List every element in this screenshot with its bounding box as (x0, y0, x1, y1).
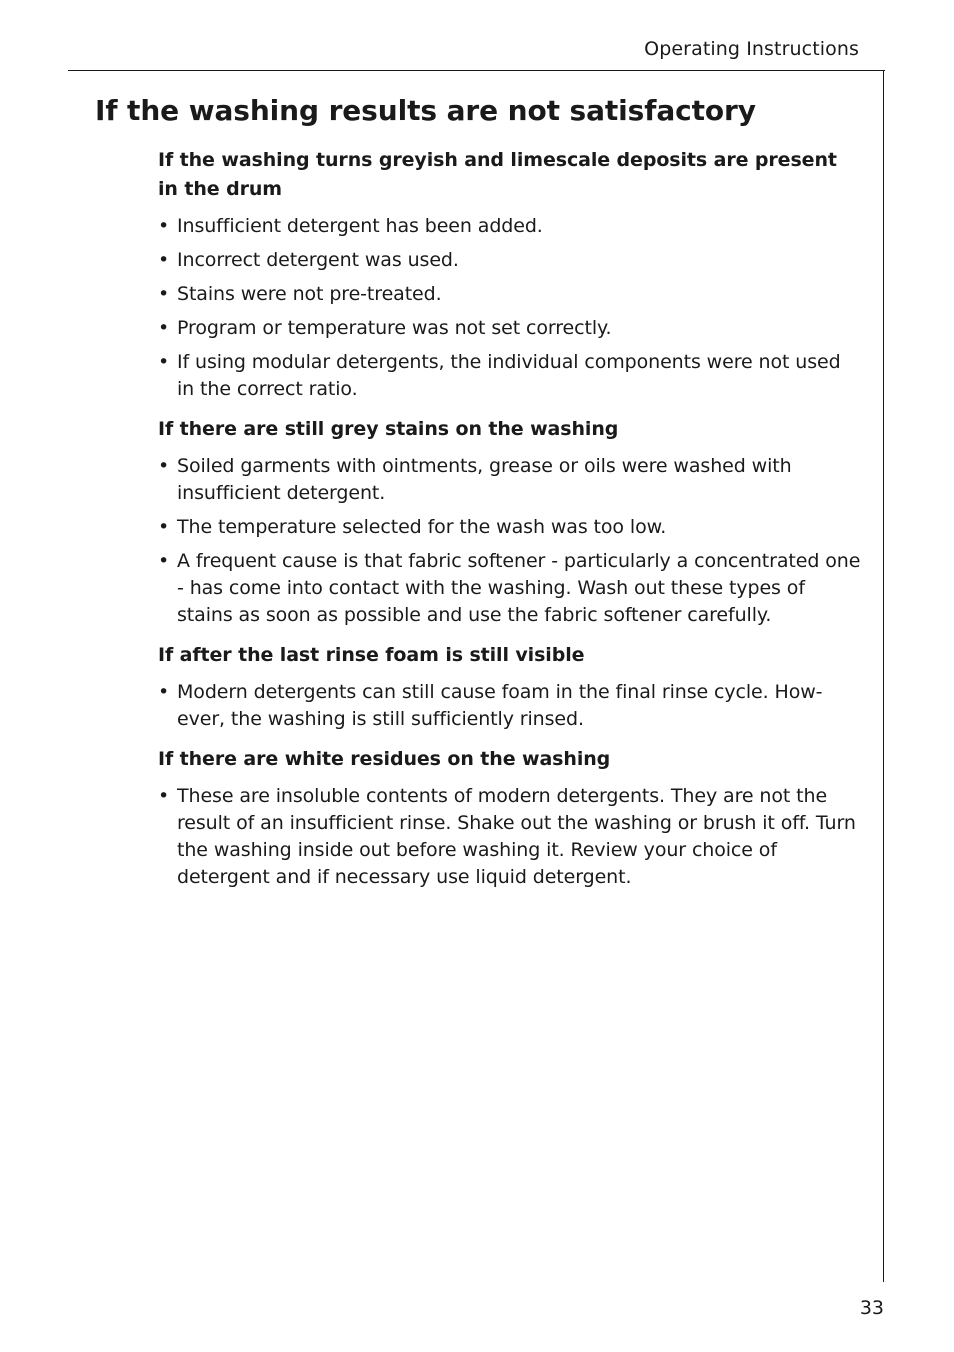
header-rule (68, 70, 885, 71)
section-heading: If the washing turns greyish and limescale deposits are present in the drum (158, 149, 837, 200)
list-item: • These are insoluble contents of modern detergents. They are not the result of an insufficient rinse. Shake out the washing or brush it off. Turn the washing inside out before washing it. Review your choice of detergent and if necessary use liquid detergent. (158, 783, 863, 891)
bullet-list (158, 783, 863, 891)
side-rule (883, 70, 884, 1282)
list-item: • If using modular detergents, the individual components were not used in the correct ratio. (158, 349, 863, 403)
page-number: 33 (859, 1297, 884, 1319)
section-heading: If there are still grey stains on the washing (158, 418, 619, 440)
list-item: • Incorrect detergent was used. (158, 247, 863, 274)
bullet-list (158, 453, 863, 629)
section-greyish-limescale (158, 146, 863, 403)
list-item: • Insufficient detergent has been added. (158, 213, 863, 240)
list-item: • Soiled garments with ointments, grease or oils were washed with insufficient detergent. (158, 453, 863, 507)
running-header: Operating Instructions (644, 38, 859, 60)
content (158, 146, 863, 898)
section-grey-stains (158, 415, 863, 629)
section-foam-visible (158, 641, 863, 733)
section-heading: If after the last rinse foam is still visible (158, 644, 585, 666)
section-white-residues (158, 745, 863, 891)
list-item: • Program or temperature was not set correctly. (158, 315, 863, 342)
bullet-list (158, 213, 863, 403)
list-item: • A frequent cause is that fabric softener - particularly a concentrated one - has come into contact with the washing. Wash out these types of stains as soon as possible and use the fabric softener carefully. (158, 548, 863, 629)
list-item: • The temperature selected for the wash was too low. (158, 514, 863, 541)
list-item: • Stains were not pre-treated. (158, 281, 863, 308)
page-title: If the washing results are not satisfactory (95, 94, 756, 127)
section-heading: If there are white residues on the washing (158, 748, 611, 770)
bullet-list (158, 679, 863, 733)
list-item: • Modern detergents can still cause foam in the final rinse cycle. How-ever, the washing is still sufficiently rinsed. (158, 679, 863, 733)
